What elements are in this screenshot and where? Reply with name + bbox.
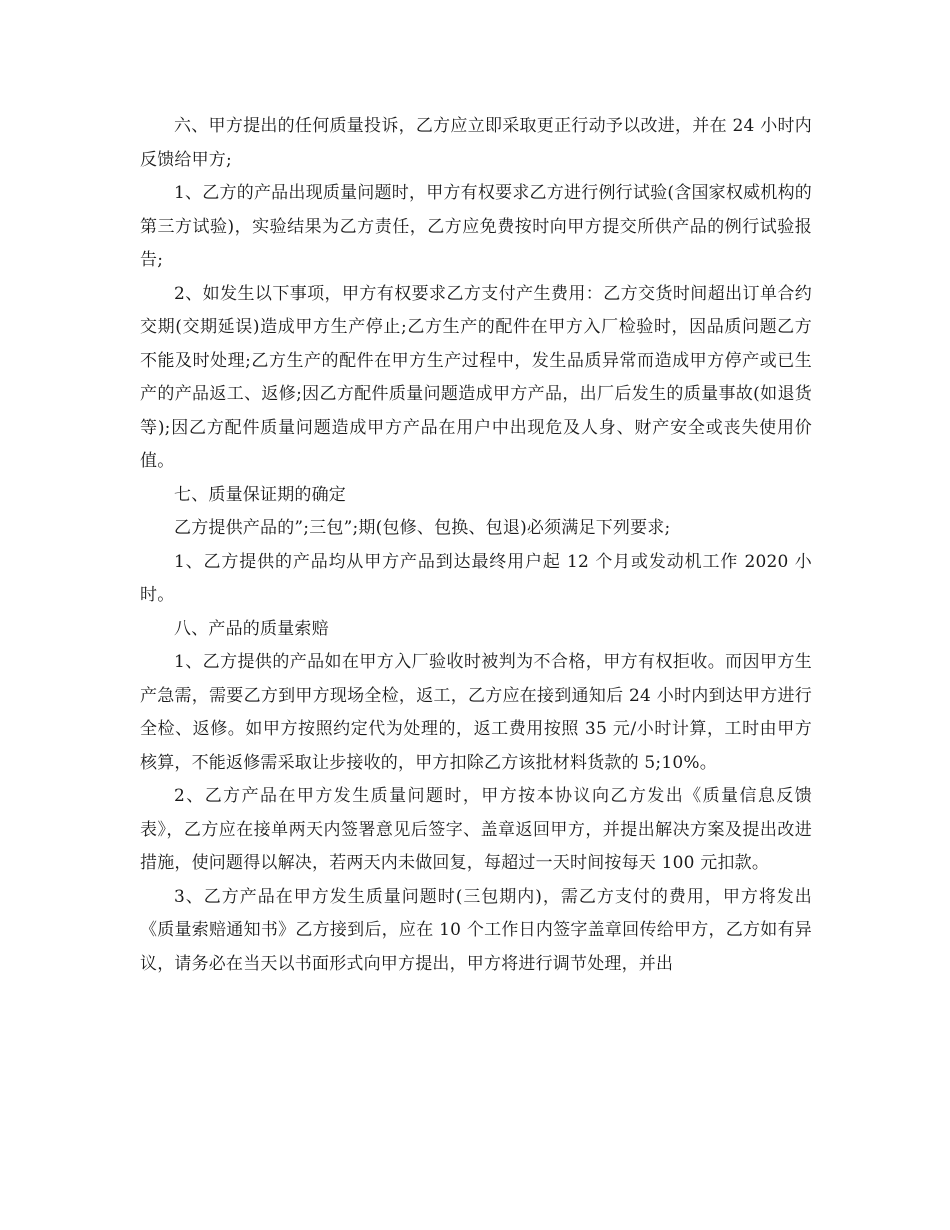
paragraph-claim-item-1: 1、乙方提供的产品如在甲方入厂验收时被判为不合格，甲方有权拒收。而因甲方生产急需，需要乙方到甲方现场全检，返工，乙方应在接到通知后 24 小时内到达甲方进行全检、返修。如甲方按照约定代为处理的，返工费用按照 35 元/小时计算，工时由甲方核算，不能返修需采取让步接收的，甲方扣除乙方该批材料货款的 5;10%。 — [140, 652, 812, 773]
paragraph-three-guarantees: 乙方提供产品的”;三包”;期(包修、包换、包退)必须满足下列要求; — [174, 518, 671, 538]
paragraph-item-2-costs: 2、如发生以下事项，甲方有权要求乙方支付产生费用：乙方交货时间超出订单合约交期(交期延误)造成甲方生产停止;乙方生产的配件在甲方入厂检验时，因品质问题乙方不能及时处理;乙方生产的配件在甲方生产过程中，发生品质异常而造成甲方停产或已生产的产品返工、返修;因乙方配件质量问题造成甲方产品，出厂后发生的质量事故(如退货等);因乙方配件质量问题造成甲方产品在用户中出现危及人身、财产安全或丧失使用价值。 — [140, 283, 812, 471]
paragraph-claim-item-3: 3、乙方产品在甲方发生质量问题时(三包期内)，需乙方支付的费用，甲方将发出《质量索赔通知书》乙方接到后，应在 10 个工作日内签字盖章回传给甲方，乙方如有异议，请务必在当天以书面形式向甲方提出，甲方将进行调节处理，并出 — [140, 886, 812, 974]
paragraph-warranty-period: 1、乙方提供的产品均从甲方产品到达最终用户起 12 个月或发动机工作 2020 小时。 — [140, 551, 812, 605]
paragraph-claim-item-2: 2、乙方产品在甲方发生质量问题时，甲方按本协议向乙方发出《质量信息反馈表》，乙方应在接单两天内签署意见后签字、盖章返回甲方，并提出解决方案及提出改进措施，使问题得以解决，若两天内未做回复，每超过一天时间按每天 100 元扣款。 — [140, 786, 812, 873]
paragraph-item-1-routine-test: 1、乙方的产品出现质量问题时，甲方有权要求乙方进行例行试验(含国家权威机构的第三方试验)，实验结果为乙方责任，乙方应免费按时向甲方提交所供产品的例行试验报告; — [140, 183, 812, 270]
heading-section-eight: 八、产品的质量索赔 — [174, 618, 329, 639]
document-body — [140, 110, 812, 981]
paragraph-section-six: 六、甲方提出的任何质量投诉，乙方应立即采取更正行动予以改进，并在 24 小时内反馈给甲方; — [140, 116, 812, 170]
heading-section-seven: 七、质量保证期的确定 — [174, 484, 346, 505]
